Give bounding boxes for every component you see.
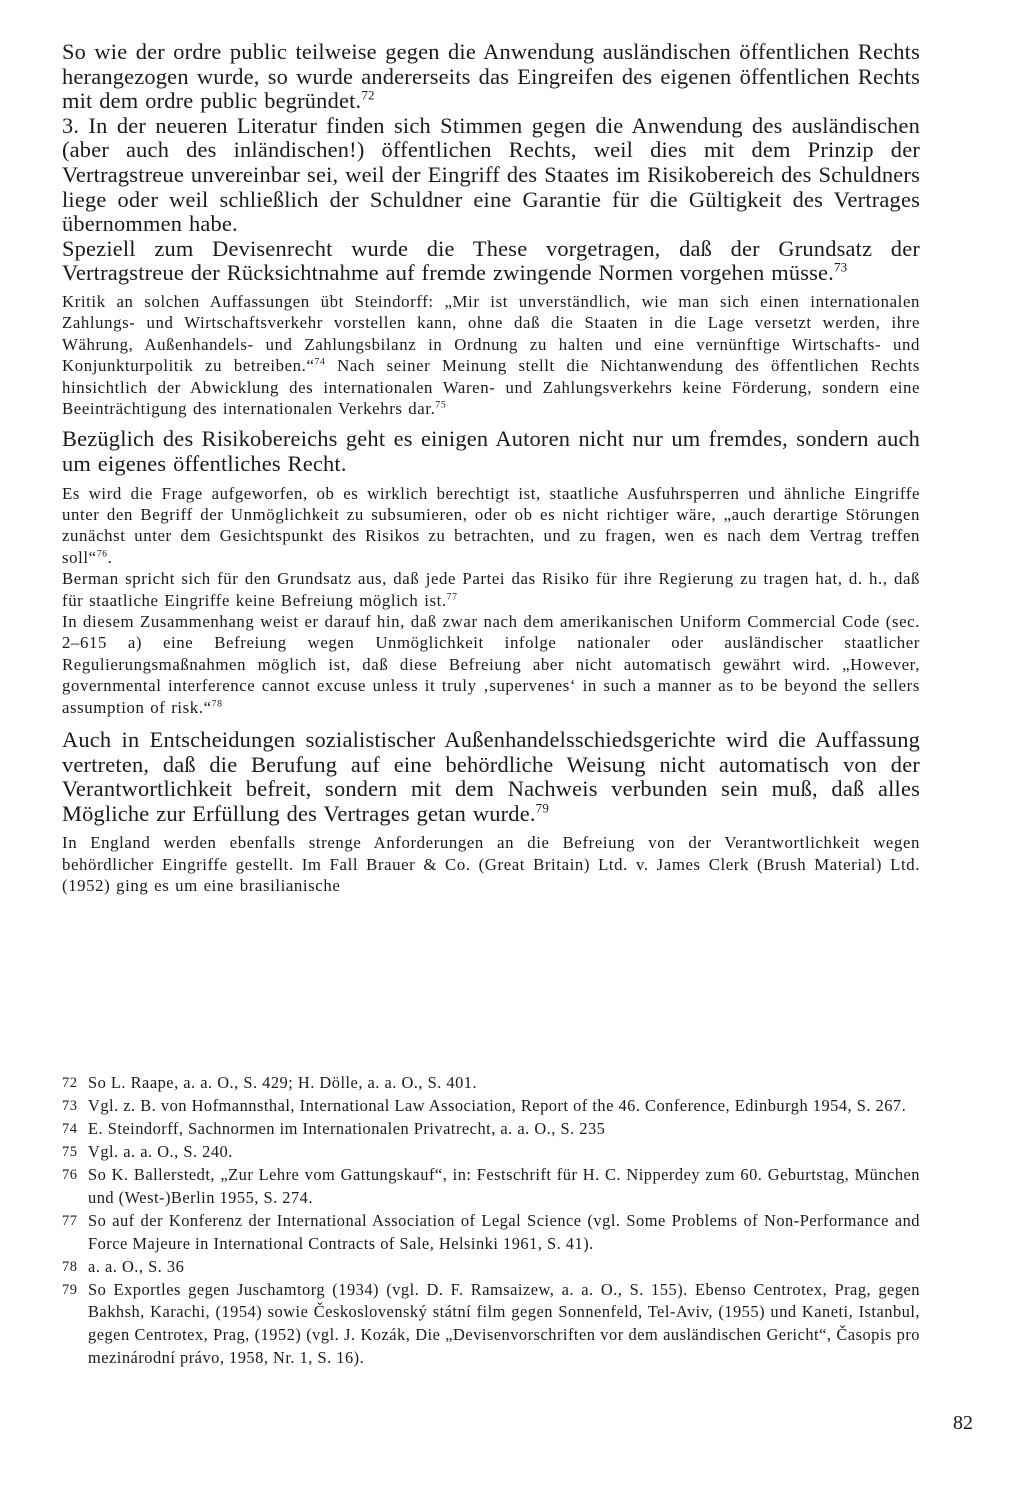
footnote-text: So Exportles gegen Juschamtorg (1934) (vgl. D. F. Ramsaizew, a. a. O., S. 155). Ebenso Centrotex, Prag, gegen Bakhsh, Karachi, (1954) sowie Československý státní film gegen Sonnenfeld, Tel-Aviv, (1955) und Kaneti, Istanbul, gegen Centrotex, Prag, (1952) (vgl. J. Kozák, Die „Devisenvorschriften vor dem ausländischen Gericht“, Časopis pro mezinárodní právo, 1958, Nr. 1, S. 16). <box>88 1279 920 1367</box>
footnote-number: 73 <box>62 1098 78 1115</box>
footnote <box>62 1256 920 1279</box>
footnote-number: 77 <box>62 1213 78 1230</box>
paragraph-frage: Es wird die Frage aufgeworfen, ob es wirklich berechtigt ist, staatliche Ausfuhrsperren und ähnliche Eingriffe unter den Begriff der Unmöglichkeit zu subsumieren, oder ob es nicht richtiger wäre, „auch derartige Störungen zunächst unter dem Gesichtspunkt des Risikos zu betrachten, und zu fragen, wen es nach dem Vertrag treffen soll“$^{76}$. <box>62 483 920 567</box>
footnote-ref-76: 76 <box>96 548 108 560</box>
footnote-text: Vgl. a. a. O., S. 240. <box>88 1142 233 1162</box>
footnote-ref-74: 74 <box>314 356 326 368</box>
footnote <box>62 1072 920 1095</box>
footnote-number: 74 <box>62 1121 78 1138</box>
paragraph-risikobereich: Bezüglich des Risikobereichs geht es einigen Autoren nicht nur um fremdes, sondern auch um eigenes öffentliches Recht. <box>62 426 920 476</box>
footnote-number: 72 <box>62 1075 78 1091</box>
footnote-text: So L. Raape, a. a. O., S. 429; H. Dölle, a. a. O., S. 401. <box>88 1073 478 1092</box>
footnotes <box>62 1072 920 1370</box>
footnote-ref-78: 78 <box>211 698 223 710</box>
footnote <box>62 1141 920 1164</box>
paragraph-berman: Berman spricht sich für den Grundsatz aus, daß jede Partei das Risiko für ihre Regierung zu tragen hat, d. h., daß für staatliche Eingriffe keine Befreiung möglich ist.$^{77}$ <box>62 569 920 610</box>
paragraph-literature: 3. In der neueren Literatur finden sich Stimmen gegen die Anwendung des ausländischen (aber auch des inländischen!) öffentlichen Rechts, weil dies mit dem Prinzip der Vertragstreue unvereinbar sei, weil der Eingriff des Staates im Risikobereich des Schuldners liege oder weil schließlich der Schuldner eine Garantie für die Gültigkeit des Vertrages übernommen habe. <box>62 112 920 237</box>
footnote-text: E. Steindorff, Sachnormen im Internationalen Privatrecht, a. a. O., S. 235 <box>88 1119 606 1139</box>
footnote-text: So K. Ballerstedt, „Zur Lehre vom Gattungskauf“, in: Festschrift für H. C. Nipperdey zum 60. Geburtstag, München und (West-)Berlin 1955, S. 274. <box>88 1165 920 1207</box>
paragraph-schiedsgerichte: Auch in Entscheidungen sozialistischer Außenhandelsschiedsgerichte wird die Auffassung vertreten, daß die Berufung auf eine behördliche Weisung nicht automatisch von der Verantwortlichkeit befreit, sondern mit dem Nachweis verbunden sein muß, daß alles Mögliche zur Erfüllung des Vertrages getan wurde.$^{79}$ <box>62 727 920 826</box>
footnote-ref-72: 72 <box>361 87 375 103</box>
footnote-ref-73: 73 <box>833 259 848 275</box>
footnote <box>62 1095 920 1118</box>
footnote <box>62 1210 920 1255</box>
footnote-ref-77: 77 <box>446 591 458 602</box>
footnote <box>62 1279 920 1369</box>
paragraph-ucc: In diesem Zusammenhang weist er darauf hin, daß zwar nach dem amerikanischen Uniform Commercial Code (sec. 2–615 a) eine Befreiung wegen Unmöglichkeit infolge nationaler oder ausländischer staatlicher Regulierungsmaßnahmen möglich ist, daß diese Befreiung aber nicht automatisch gewährt wird. „However, governmental interference cannot excuse unless it truly ‚supervenes‘ in such a manner as to be beyond the sellers assumption of risk.“$^{78}$ <box>62 612 920 717</box>
footnote-number: 75 <box>62 1144 78 1161</box>
footnote <box>62 1118 920 1141</box>
paragraph-steindorff: Kritik an solchen Auffassungen übt Steindorff: „Mir ist unverständlich, wie man sich einen internationalen Zahlungs- und Wirtschaftsverkehr vorstellen kann, ohne daß die Staaten in die Lage versetzt werden, ihre Währung, Außenhandels- und Zahlungsbilanz in Ordnung zu halten und eine vernünftige Wirtschafts- und Konjunkturpolitik zu betreiben.“$^{74}$ Nach seiner Meinung stellt die Nichtanwendung des öffentlichen Rechts hinsichtlich der Abwicklung des internationalen Waren- und Zahlungsverkehrs keine Förderung, sondern eine Beeinträchtigung des internationalen Verkehrs dar.$^{75}$ <box>62 291 920 418</box>
footnote-text: So auf der Konferenz der International Association of Legal Science (vgl. Some Problems of Non-Performance and Force Majeure in International Contracts of Sale, Helsinki 1961, S. 41). <box>88 1211 920 1253</box>
footnote-number: 78 <box>62 1258 78 1275</box>
footnote-ref-75: 75 <box>435 399 447 411</box>
page-number: 82 <box>953 1412 973 1434</box>
footnote-ref-79: 79 <box>535 800 550 816</box>
footnote-text: Vgl. z. B. von Hofmannsthal, International Law Association, Report of the 46. Conference, Edinburgh 1954, S. 267. <box>88 1096 907 1116</box>
footnote <box>62 1164 920 1209</box>
footnote-text: a. a. O., S. 36 <box>88 1256 185 1276</box>
paragraph-england: In England werden ebenfalls strenge Anforderungen an die Befreiung von der Verantwortlichkeit wegen behördlicher Eingriffe gestellt. Im Fall Brauer & Co. (Great Britain) Ltd. v. James Clerk (Brush Material) Ltd. (1952) ging es um eine brasilianische <box>62 833 920 896</box>
footnote-number: 79 <box>62 1281 78 1298</box>
footnote-number: 76 <box>62 1167 78 1184</box>
paragraph-ordre-public: So wie der ordre public teilweise gegen die Anwendung ausländischen öffentlichen Rechts herangezogen wurde, so wurde andererseits das Eingreifen des eigenen öffentlichen Rechts mit dem ordre public begründet.$^{72}$ <box>62 39 920 114</box>
main-text <box>62 40 920 897</box>
paragraph-devisenrecht: Speziell zum Devisenrecht wurde die These vorgetragen, daß der Grundsatz der Vertragstreue der Rücksichtnahme auf fremde zwingende Normen vorgehen müsse.$^{73}$ <box>62 235 920 286</box>
